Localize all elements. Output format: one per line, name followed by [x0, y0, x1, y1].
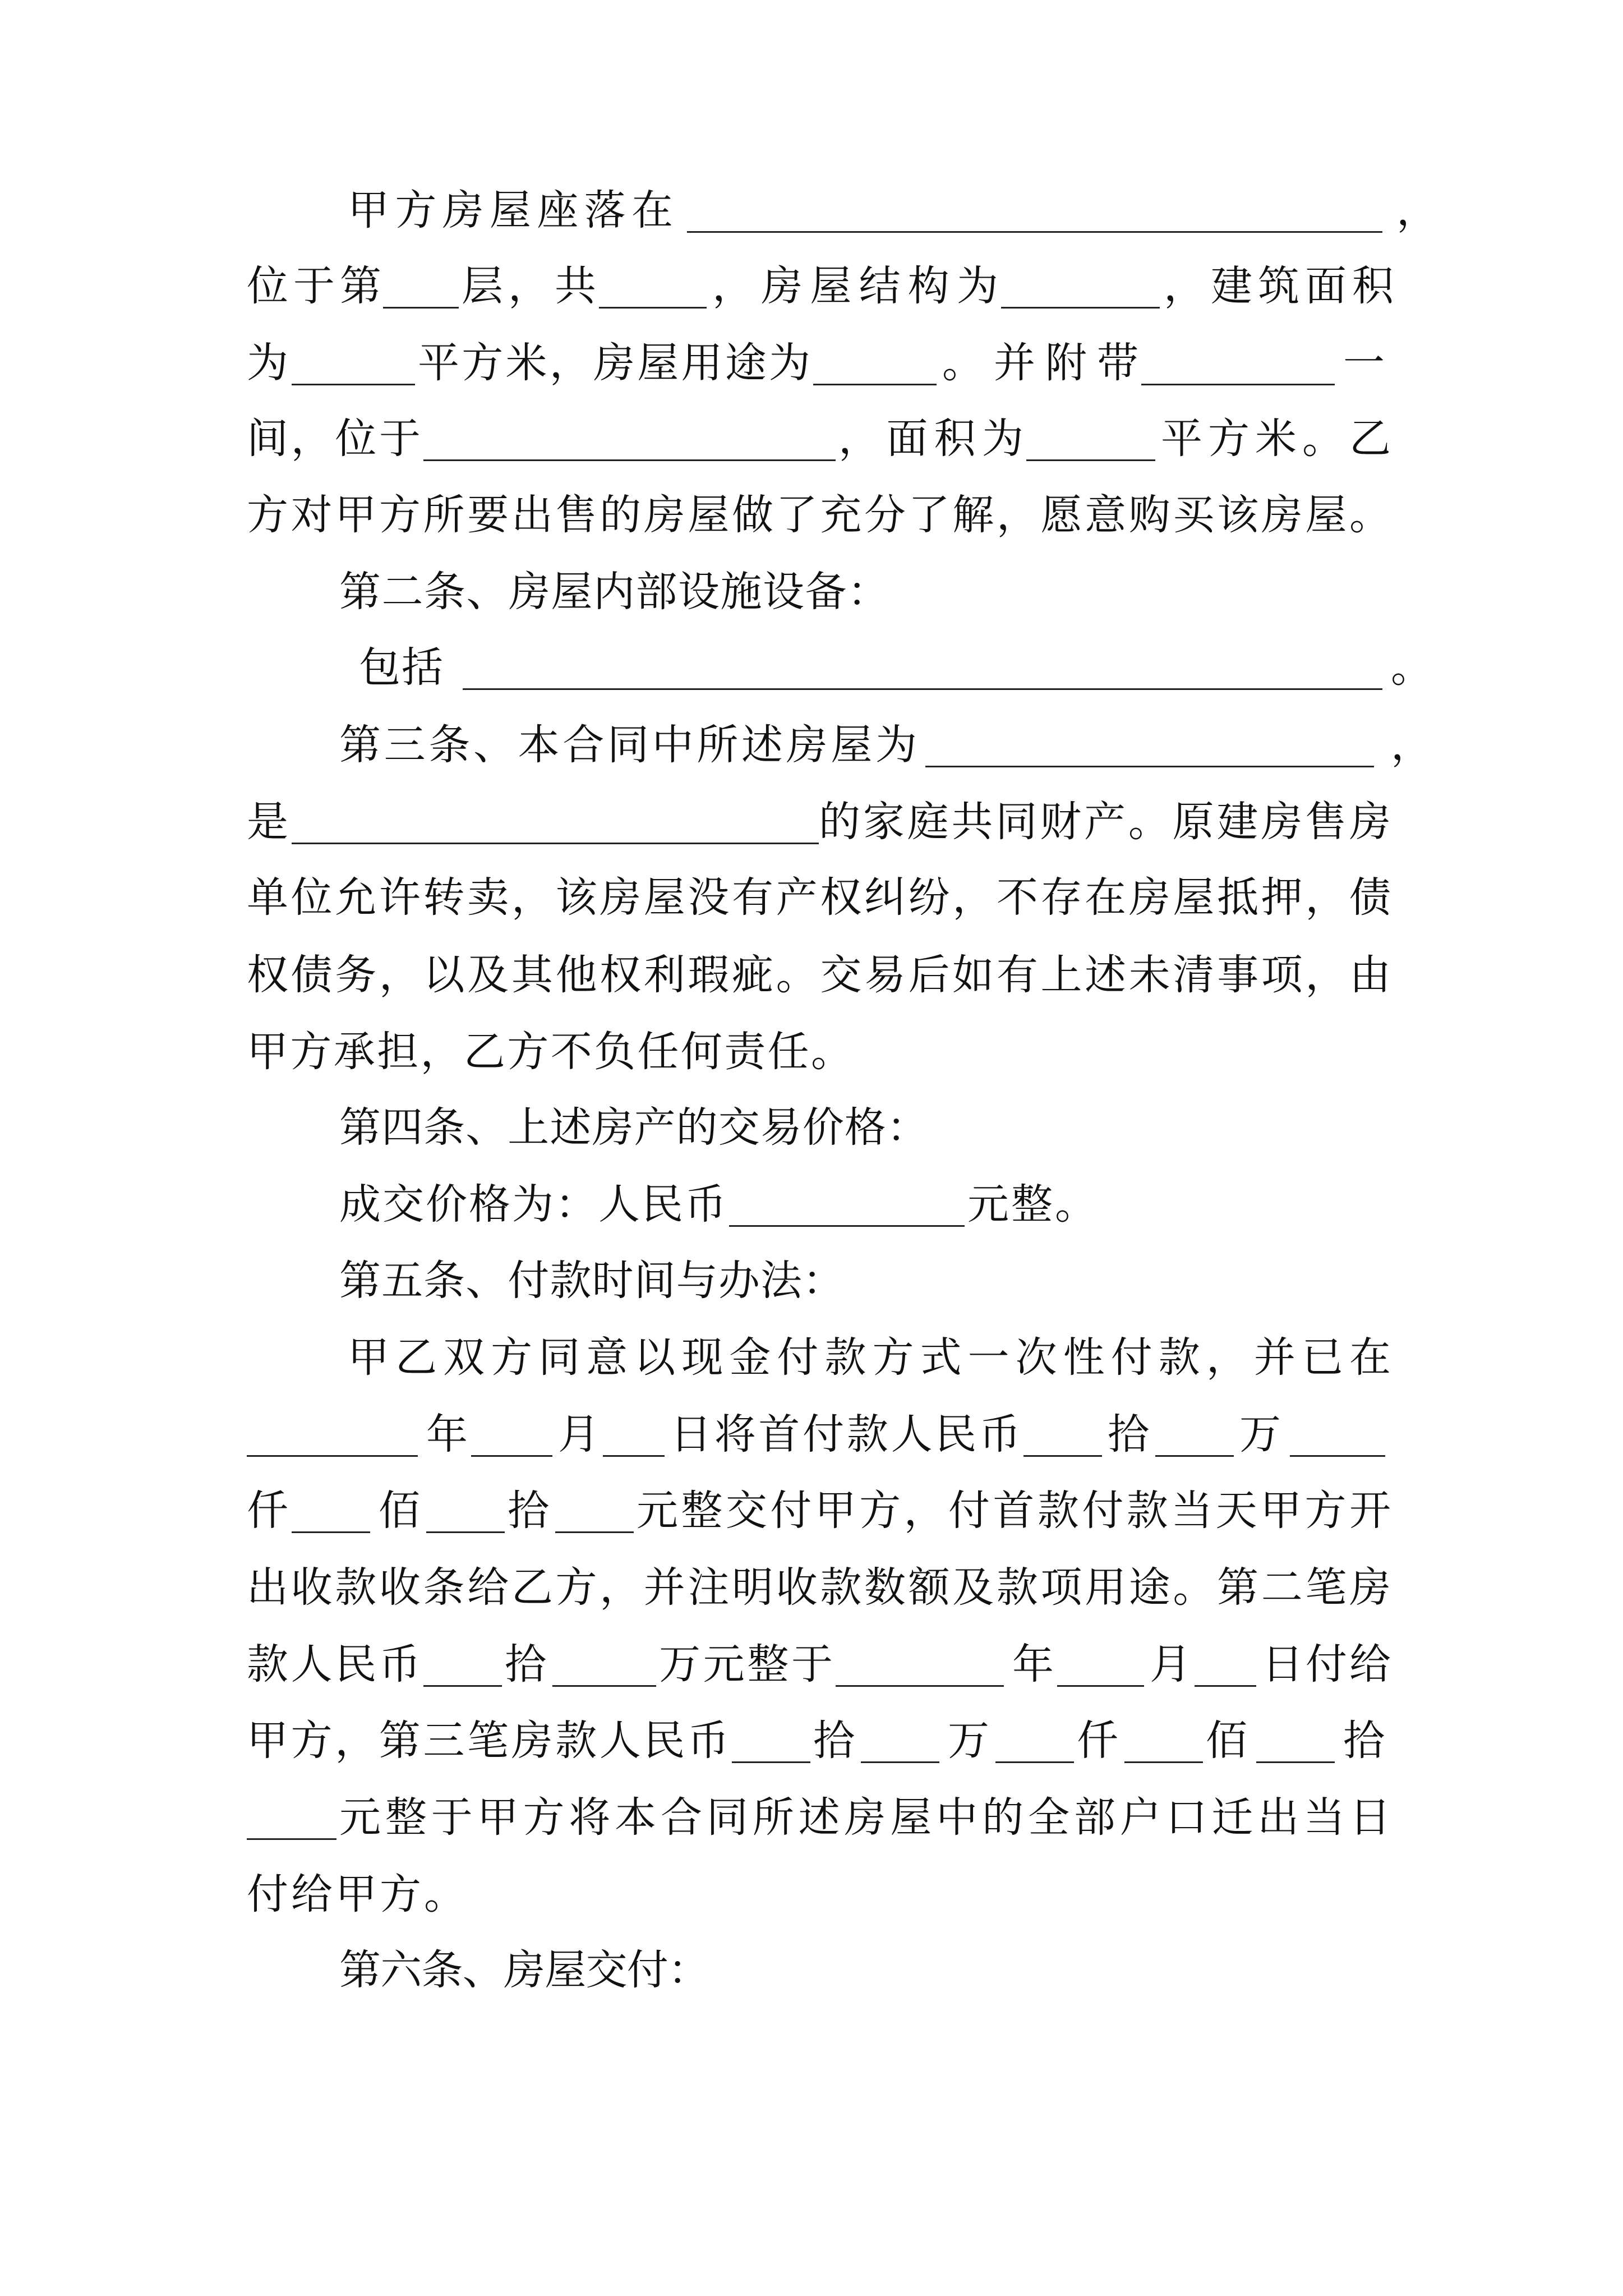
text-segment: 月 [1150, 1640, 1191, 1688]
text-segment: 包括 [359, 643, 444, 692]
fill-in-blank[interactable] [729, 1225, 965, 1227]
fill-in-blank[interactable] [1001, 307, 1160, 309]
fill-in-blank[interactable] [1023, 1455, 1102, 1457]
text-segment: 元整交付甲方，付首款付款当天甲方开 [637, 1487, 1394, 1535]
text-line [0, 855, 1623, 940]
fill-in-blank[interactable] [1057, 1685, 1144, 1687]
text-segment: 拾 [508, 1487, 549, 1535]
text-segment: ，建筑面积 [1164, 262, 1399, 310]
text-segment: 第五条、付款时间与办法： [339, 1257, 845, 1305]
text-segment: 万 [1239, 1410, 1281, 1458]
fill-in-blank[interactable] [471, 1455, 552, 1457]
text-segment: 佰 [379, 1487, 420, 1535]
text-line [0, 1315, 1623, 1400]
text-segment: 付给甲方。 [247, 1870, 468, 1918]
text-segment: 层，共 [462, 262, 601, 310]
fill-in-blank[interactable] [1195, 1685, 1256, 1687]
fill-in-blank[interactable] [423, 459, 836, 461]
text-line [0, 1545, 1623, 1630]
text-segment: 甲乙双方同意以现金付款方式一次性付款，并已在 [348, 1333, 1398, 1382]
fill-in-blank[interactable] [603, 1455, 665, 1457]
text-segment: 年 [426, 1410, 468, 1458]
text-segment: 第六条、房屋交付： [339, 1946, 709, 1994]
text-line [0, 703, 1623, 787]
text-segment: 。并附带 [942, 339, 1149, 387]
text-segment: 拾 [1108, 1410, 1149, 1458]
fill-in-blank[interactable] [1256, 1761, 1335, 1763]
text-segment: ， [1396, 186, 1438, 234]
text-line [0, 780, 1623, 864]
text-line [0, 1928, 1623, 2012]
fill-in-blank[interactable] [383, 307, 459, 309]
text-line [0, 168, 1623, 252]
fill-in-blank[interactable] [247, 1455, 418, 1457]
text-segment: 日将首付款人民币 [670, 1410, 1023, 1458]
text-segment: 款人民币 [247, 1640, 423, 1688]
text-line [0, 625, 1623, 710]
fill-in-blank[interactable] [732, 1761, 810, 1763]
fill-in-blank[interactable] [555, 1531, 634, 1533]
text-line [0, 321, 1623, 405]
fill-in-blank[interactable] [813, 384, 937, 385]
text-segment: 仟 [247, 1487, 288, 1535]
text-segment: ，房屋结构为 [712, 262, 1006, 310]
fill-in-blank[interactable] [1026, 459, 1155, 461]
fill-in-blank[interactable] [1141, 384, 1335, 385]
text-segment: ，面积为 [838, 415, 1030, 463]
text-segment: 出收款收条给乙方，并注明收款数额及款项用途。第二笔房 [247, 1563, 1394, 1612]
text-segment: 日付给 [1262, 1640, 1393, 1688]
text-segment: 元整。 [967, 1180, 1099, 1228]
fill-in-blank[interactable] [1124, 1761, 1203, 1763]
text-segment: 位于第 [247, 262, 386, 310]
text-segment: 万 [948, 1717, 989, 1765]
text-line [0, 244, 1623, 328]
text-segment: 甲方房屋座落在 [348, 186, 679, 234]
text-segment: 元整于甲方将本合同所述房屋中的全部户口迁出当日 [339, 1793, 1395, 1842]
text-segment: 拾 [813, 1717, 855, 1765]
text-segment: 第二条、房屋内部设施设备： [339, 568, 890, 616]
fill-in-blank[interactable] [426, 1531, 505, 1533]
text-segment: 的家庭共同财产。原建房售房 [819, 798, 1394, 846]
text-segment: 仟 [1077, 1717, 1118, 1765]
text-segment: 。 [1391, 643, 1432, 692]
fill-in-blank[interactable] [292, 384, 415, 385]
text-segment: 平方米，房屋用途为 [418, 339, 813, 387]
fill-in-blank[interactable] [925, 766, 1374, 767]
text-segment: 平方米。乙 [1161, 415, 1396, 463]
text-line [0, 397, 1623, 481]
fill-in-blank[interactable] [836, 1685, 1004, 1687]
text-segment: 月 [558, 1410, 600, 1458]
text-segment: 权债务，以及其他权利瑕疵。交易后如有上述未清事项，由 [247, 951, 1394, 999]
fill-in-blank[interactable] [1290, 1455, 1385, 1457]
text-line [0, 1239, 1623, 1323]
text-line [0, 1085, 1623, 1170]
fill-in-blank[interactable] [995, 1761, 1074, 1763]
fill-in-blank[interactable] [687, 231, 1382, 233]
text-segment: 间，位于 [247, 415, 423, 463]
text-segment: 为 [247, 339, 288, 387]
fill-in-blank[interactable] [1155, 1455, 1234, 1457]
text-segment: 佰 [1206, 1717, 1247, 1765]
text-line [0, 473, 1623, 557]
text-segment: ， [1391, 721, 1432, 769]
text-line [0, 1622, 1623, 1706]
text-line [0, 933, 1623, 1017]
text-segment: 是 [247, 798, 288, 846]
fill-in-blank[interactable] [463, 688, 1382, 690]
fill-in-blank[interactable] [423, 1685, 502, 1687]
fill-in-blank[interactable] [292, 1531, 370, 1533]
text-line [0, 1162, 1623, 1246]
text-line [0, 1699, 1623, 1783]
text-line [0, 1852, 1623, 1936]
text-segment: 成交价格为：人民币 [339, 1180, 728, 1228]
fill-in-blank[interactable] [292, 843, 819, 844]
text-segment: 拾 [1343, 1717, 1385, 1765]
text-segment: 年 [1012, 1640, 1054, 1688]
text-segment: 甲方，第三笔房款人民币 [247, 1717, 732, 1765]
text-segment: 第三条、本合同中所述房屋为 [339, 721, 920, 769]
text-segment: 第四条、上述房产的交易价格： [339, 1103, 929, 1152]
text-segment: 甲方承担，乙方不负任何责任。 [247, 1028, 855, 1076]
text-segment: 方对甲方所要出售的房屋做了充分了解，愿意购买该房屋。 [247, 491, 1394, 539]
fill-in-blank[interactable] [599, 307, 707, 309]
fill-in-blank[interactable] [861, 1761, 939, 1763]
text-line [0, 1010, 1623, 1094]
text-line [0, 1392, 1623, 1476]
text-segment: 一 [1343, 339, 1385, 387]
text-line [0, 550, 1623, 634]
fill-in-blank[interactable] [552, 1685, 656, 1687]
text-segment: 单位允许转卖，该房屋没有产权纠纷，不存在房屋抵押，债 [247, 873, 1394, 922]
fill-in-blank[interactable] [247, 1838, 336, 1840]
text-segment: 万元整于 [659, 1640, 836, 1688]
text-segment: 拾 [505, 1640, 546, 1688]
text-line [0, 1775, 1623, 1860]
text-line [0, 1469, 1623, 1553]
